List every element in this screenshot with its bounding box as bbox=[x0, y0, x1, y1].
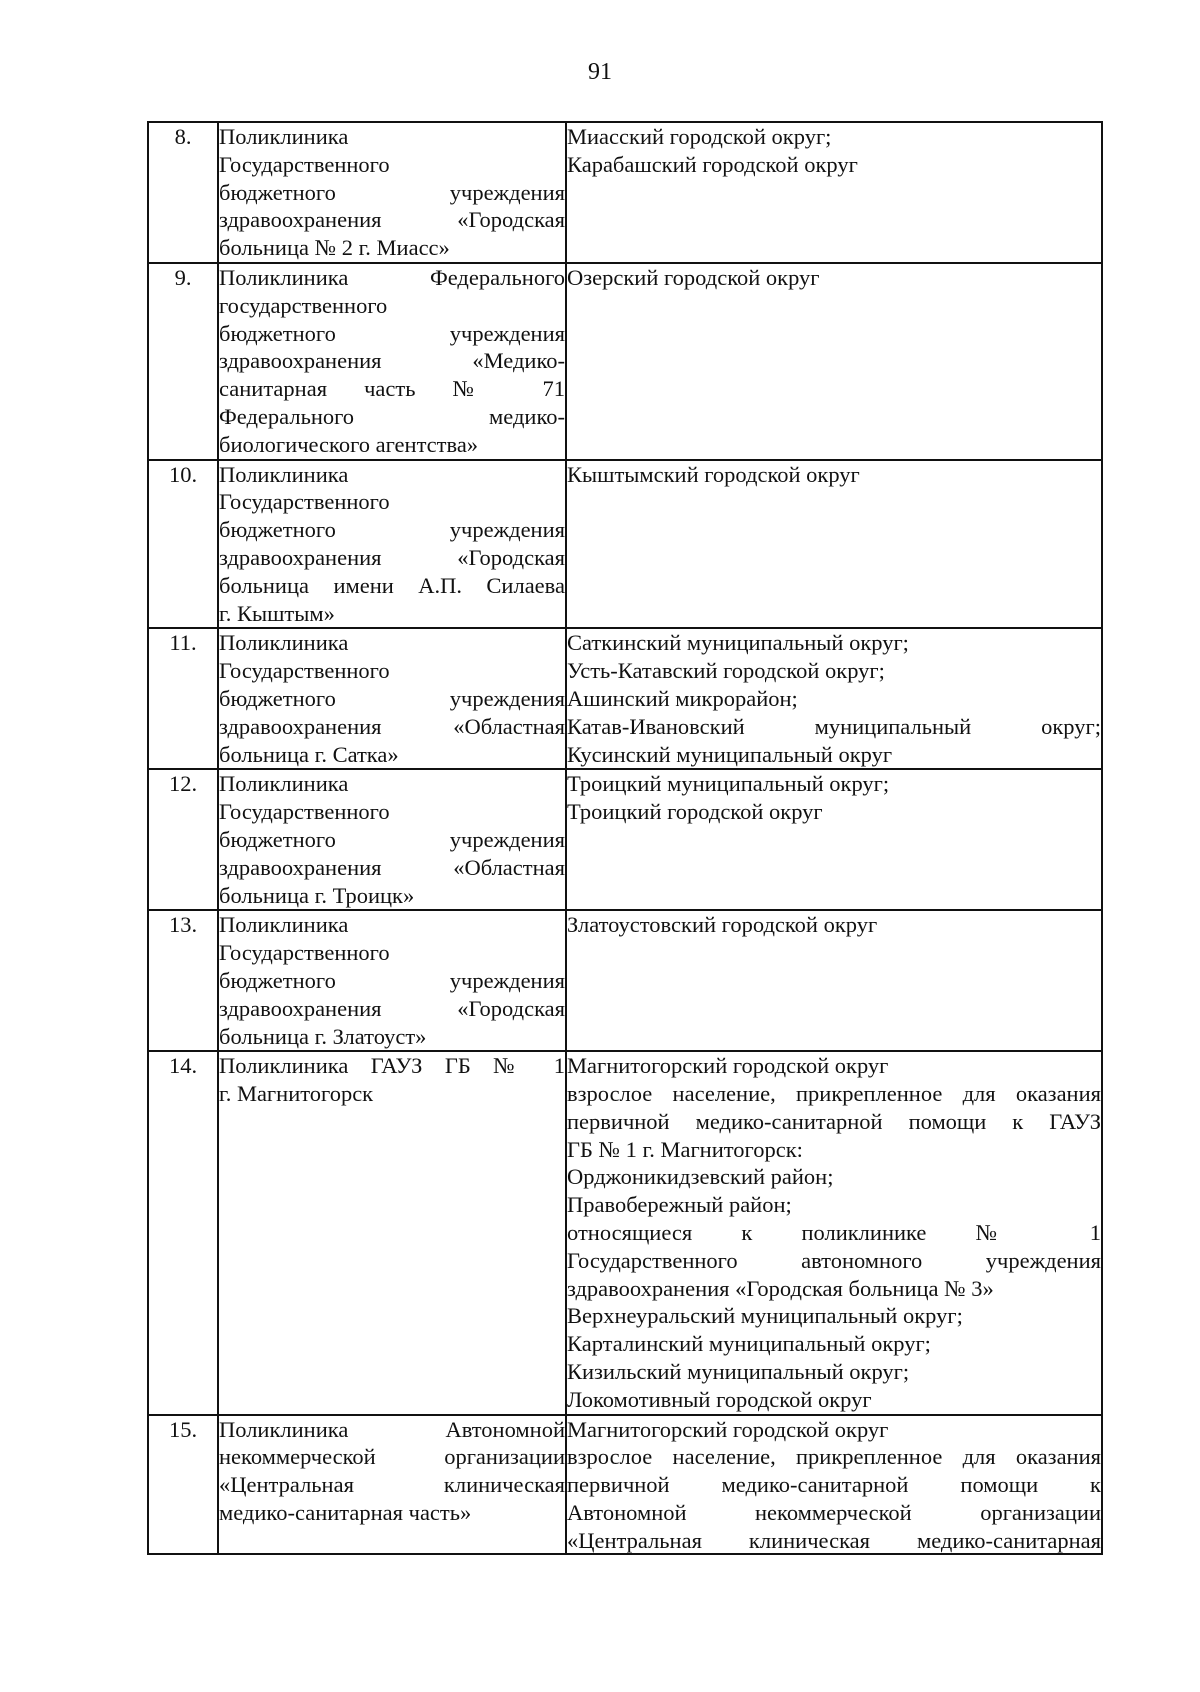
territory-cell-line: Ашинский микрорайон; bbox=[567, 685, 798, 711]
institution-cell-line: здравоохранения «Городская bbox=[219, 207, 565, 233]
institution-cell-line: Поликлиника bbox=[219, 912, 349, 938]
territory-cell bbox=[566, 1051, 1102, 1414]
territory-cell-line: первичной медико-санитарной помощи к ГАУЗ bbox=[567, 1108, 1101, 1134]
institution-cell-line: Поликлиника Автономной bbox=[219, 1416, 565, 1442]
territory-cell-line: взрослое население, прикрепленное для оказания bbox=[567, 1444, 1101, 1470]
territory-cell-line: Катав-Ивановский муниципальный округ; bbox=[567, 713, 1101, 739]
territory-cell bbox=[566, 263, 1102, 460]
institution-cell-line: больница имени А.П. Силаева bbox=[219, 572, 565, 598]
table-row bbox=[148, 628, 1102, 769]
table-row bbox=[148, 769, 1102, 910]
institution-cell-line: Государственного bbox=[219, 489, 390, 515]
territory-cell-line: Златоустовский городской округ bbox=[567, 912, 878, 938]
table-row bbox=[148, 1415, 1102, 1554]
table-row bbox=[148, 910, 1102, 1051]
territory-cell-line: Саткинский муниципальный округ; bbox=[567, 630, 909, 656]
institution-cell-line: бюджетного учреждения bbox=[219, 179, 565, 205]
institution-cell-line: Государственного bbox=[219, 799, 390, 825]
institution-cell bbox=[218, 910, 566, 1051]
institution-cell-line: здравоохранения «Областная bbox=[219, 854, 565, 880]
institution-cell-line: Государственного bbox=[219, 151, 390, 177]
institution-cell-line: здравоохранения «Медико- bbox=[219, 348, 565, 374]
institution-cell-line: Поликлиника ГАУЗ ГБ № 1 bbox=[219, 1053, 565, 1079]
institution-cell bbox=[218, 122, 566, 263]
institution-cell-line: Государственного bbox=[219, 940, 390, 966]
territory-cell bbox=[566, 122, 1102, 263]
row-number: 14. bbox=[148, 1051, 218, 1414]
territory-cell bbox=[566, 1415, 1102, 1554]
territory-cell-line: Магнитогорский городской округ bbox=[567, 1053, 889, 1079]
institution-cell-line: г. Магнитогорск bbox=[219, 1081, 374, 1107]
territory-cell-line: «Центральная клиническая медико-санитарная bbox=[567, 1527, 1101, 1553]
table-row bbox=[148, 1051, 1102, 1414]
territory-cell bbox=[566, 628, 1102, 769]
territory-assignment-table bbox=[147, 121, 1103, 1555]
institution-cell-line: бюджетного учреждения bbox=[219, 967, 565, 993]
institution-cell-line: бюджетного учреждения bbox=[219, 320, 565, 346]
institution-cell-line: здравоохранения «Городская bbox=[219, 544, 565, 570]
row-number: 10. bbox=[148, 460, 218, 629]
institution-cell-line: здравоохранения «Городская bbox=[219, 995, 565, 1021]
table-row bbox=[148, 122, 1102, 263]
institution-cell bbox=[218, 1415, 566, 1554]
territory-cell-line: Государственного автономного учреждения bbox=[567, 1247, 1101, 1273]
institution-cell-line: здравоохранения «Областная bbox=[219, 713, 565, 739]
institution-cell-line: Поликлиника bbox=[219, 771, 349, 797]
territory-cell-line: Магнитогорский городской округ bbox=[567, 1416, 889, 1442]
row-number: 11. bbox=[148, 628, 218, 769]
institution-cell-line: Поликлиника bbox=[219, 124, 349, 149]
institution-cell-line: г. Кыштым» bbox=[219, 600, 335, 626]
institution-cell bbox=[218, 628, 566, 769]
territory-cell-line: Орджоникидзевский район; bbox=[567, 1164, 834, 1190]
territory-cell-line: ГБ № 1 г. Магнитогорск: bbox=[567, 1136, 803, 1162]
territory-cell-line: Троицкий муниципальный округ; bbox=[567, 771, 890, 797]
institution-cell-line: Поликлиника Федерального bbox=[219, 264, 565, 290]
institution-cell-line: медико-санитарная часть» bbox=[219, 1500, 472, 1526]
institution-cell bbox=[218, 460, 566, 629]
institution-cell-line: больница № 2 г. Миасс» bbox=[219, 235, 450, 261]
territory-cell bbox=[566, 769, 1102, 910]
territory-cell-line: Карабашский городской округ bbox=[567, 151, 858, 177]
row-number: 15. bbox=[148, 1415, 218, 1554]
territory-cell bbox=[566, 910, 1102, 1051]
territory-cell-line: Автономной некоммерческой организации bbox=[567, 1500, 1101, 1526]
territory-cell-line: первичной медико-санитарной помощи к bbox=[567, 1472, 1101, 1498]
institution-cell-line: бюджетного учреждения bbox=[219, 685, 565, 711]
territory-cell-line: Верхнеуральский муниципальный округ; bbox=[567, 1303, 963, 1329]
row-number: 9. bbox=[148, 263, 218, 460]
institution-cell-line: Поликлиника bbox=[219, 461, 349, 487]
institution-cell-line: бюджетного учреждения bbox=[219, 517, 565, 543]
institution-cell-line: больница г. Сатка» bbox=[219, 741, 399, 767]
territory-cell-line: Кизильский муниципальный округ; bbox=[567, 1359, 910, 1385]
institution-cell-line: Федерального медико- bbox=[219, 403, 565, 429]
institution-cell-line: некоммерческой организации bbox=[219, 1444, 565, 1470]
row-number: 12. bbox=[148, 769, 218, 910]
territory-cell bbox=[566, 460, 1102, 629]
table-row bbox=[148, 263, 1102, 460]
row-number: 8. bbox=[148, 122, 218, 263]
institution-cell bbox=[218, 1051, 566, 1414]
territory-cell-line: Усть-Катавский городской округ; bbox=[567, 658, 885, 684]
institution-cell-line: больница г. Троицк» bbox=[219, 882, 415, 908]
territory-cell-line: взрослое население, прикрепленное для оказания bbox=[567, 1081, 1101, 1107]
territory-cell-line: Миасский городской округ; bbox=[567, 124, 832, 149]
institution-cell-line: больница г. Златоуст» bbox=[219, 1023, 427, 1049]
territory-cell-line: относящиеся к поликлинике № 1 bbox=[567, 1220, 1101, 1246]
row-number: 13. bbox=[148, 910, 218, 1051]
institution-cell-line: биологического агентства» bbox=[219, 431, 479, 457]
territory-cell-line: Троицкий городской округ bbox=[567, 799, 823, 825]
territory-cell-line: Локомотивный городской округ bbox=[567, 1386, 872, 1412]
institution-cell-line: государственного bbox=[219, 292, 388, 318]
territory-cell-line: Кусинский муниципальный округ bbox=[567, 741, 893, 767]
territory-cell-line: Карталинский муниципальный округ; bbox=[567, 1331, 931, 1357]
institution-cell-line: «Центральная клиническая bbox=[219, 1472, 565, 1498]
institution-cell-line: бюджетного учреждения bbox=[219, 826, 565, 852]
page-number: 91 bbox=[588, 59, 612, 85]
institution-cell-line: санитарная часть № 71 bbox=[219, 376, 565, 402]
territory-cell-line: Озерский городской округ bbox=[567, 264, 820, 290]
territory-cell-line: Кыштымский городской округ bbox=[567, 461, 860, 487]
territory-cell-line: здравоохранения «Городская больница № 3» bbox=[567, 1275, 994, 1301]
table-row bbox=[148, 460, 1102, 629]
institution-cell-line: Государственного bbox=[219, 658, 390, 684]
institution-cell-line: Поликлиника bbox=[219, 630, 349, 656]
institution-cell bbox=[218, 769, 566, 910]
table-body bbox=[148, 122, 1102, 1554]
institution-cell bbox=[218, 263, 566, 460]
territory-cell-line: Правобережный район; bbox=[567, 1192, 792, 1218]
